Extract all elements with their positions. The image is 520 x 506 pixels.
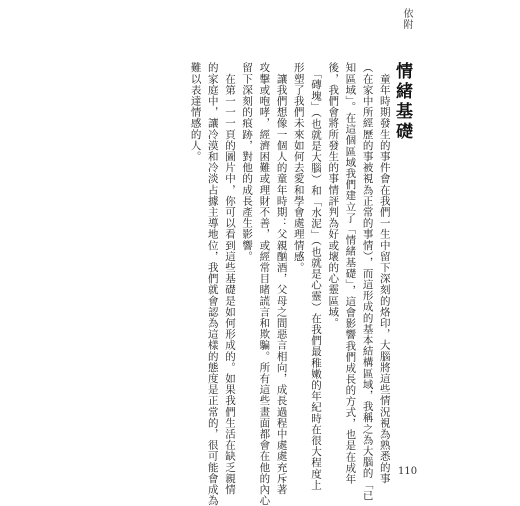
text-column: 留下深刻的痕跡，對他的成長產生影響。 bbox=[241, 62, 254, 262]
text-column: 形塑了我們未來如何去愛和學會處理情感。 bbox=[292, 62, 305, 273]
text-column: 知區域」。在這個區域我們建立了「情緒基礎」，這會影響我們成長的方式，也是在成年 bbox=[344, 62, 357, 485]
text-column: 讓我們想像一個人的童年時期：父親酗酒，父母之間惡言相向，成長過程中處處充斥著 bbox=[275, 62, 288, 495]
text-column: 攻擊或咆哮，經濟困難或理財不善，或經常目睹謊言和欺騙。所有這些畫面都會在他的內心 bbox=[258, 62, 271, 506]
section-title: 情緒基礎 bbox=[392, 62, 412, 142]
running-header: 依附 bbox=[401, 8, 412, 30]
page-number: 110 bbox=[398, 466, 418, 477]
text-column: 後，我們會將所發生的事情評判為好或壞的心靈區域。 bbox=[327, 62, 340, 329]
text-column: 「磚塊」（也就是大腦）和「水泥」（也就是心靈）在我們最稚嫩的年紀時在很大程度上 bbox=[309, 62, 322, 491]
text-column: （在家中所經歷的事被視為正常的事情），而這形成的基本結構區域，我稱之為大腦的「已 bbox=[361, 62, 374, 501]
text-column: 在第一一一頁的圖片中，你可以看到這些基礎是如何形成的。如果我們生活在缺乏親情 bbox=[223, 62, 236, 495]
text-column: 的家庭中，讓冷漠和冷淡占據主導地位，我們就會認為這樣的態度是正常的，很可能會成為 bbox=[206, 62, 219, 506]
text-column: 難以表達情感的人。 bbox=[189, 62, 202, 162]
text-column: 童年時期發生的事件會在我們一生中留下深刻的烙印，大腦將這些情況視為熟悉的事 bbox=[378, 62, 391, 484]
